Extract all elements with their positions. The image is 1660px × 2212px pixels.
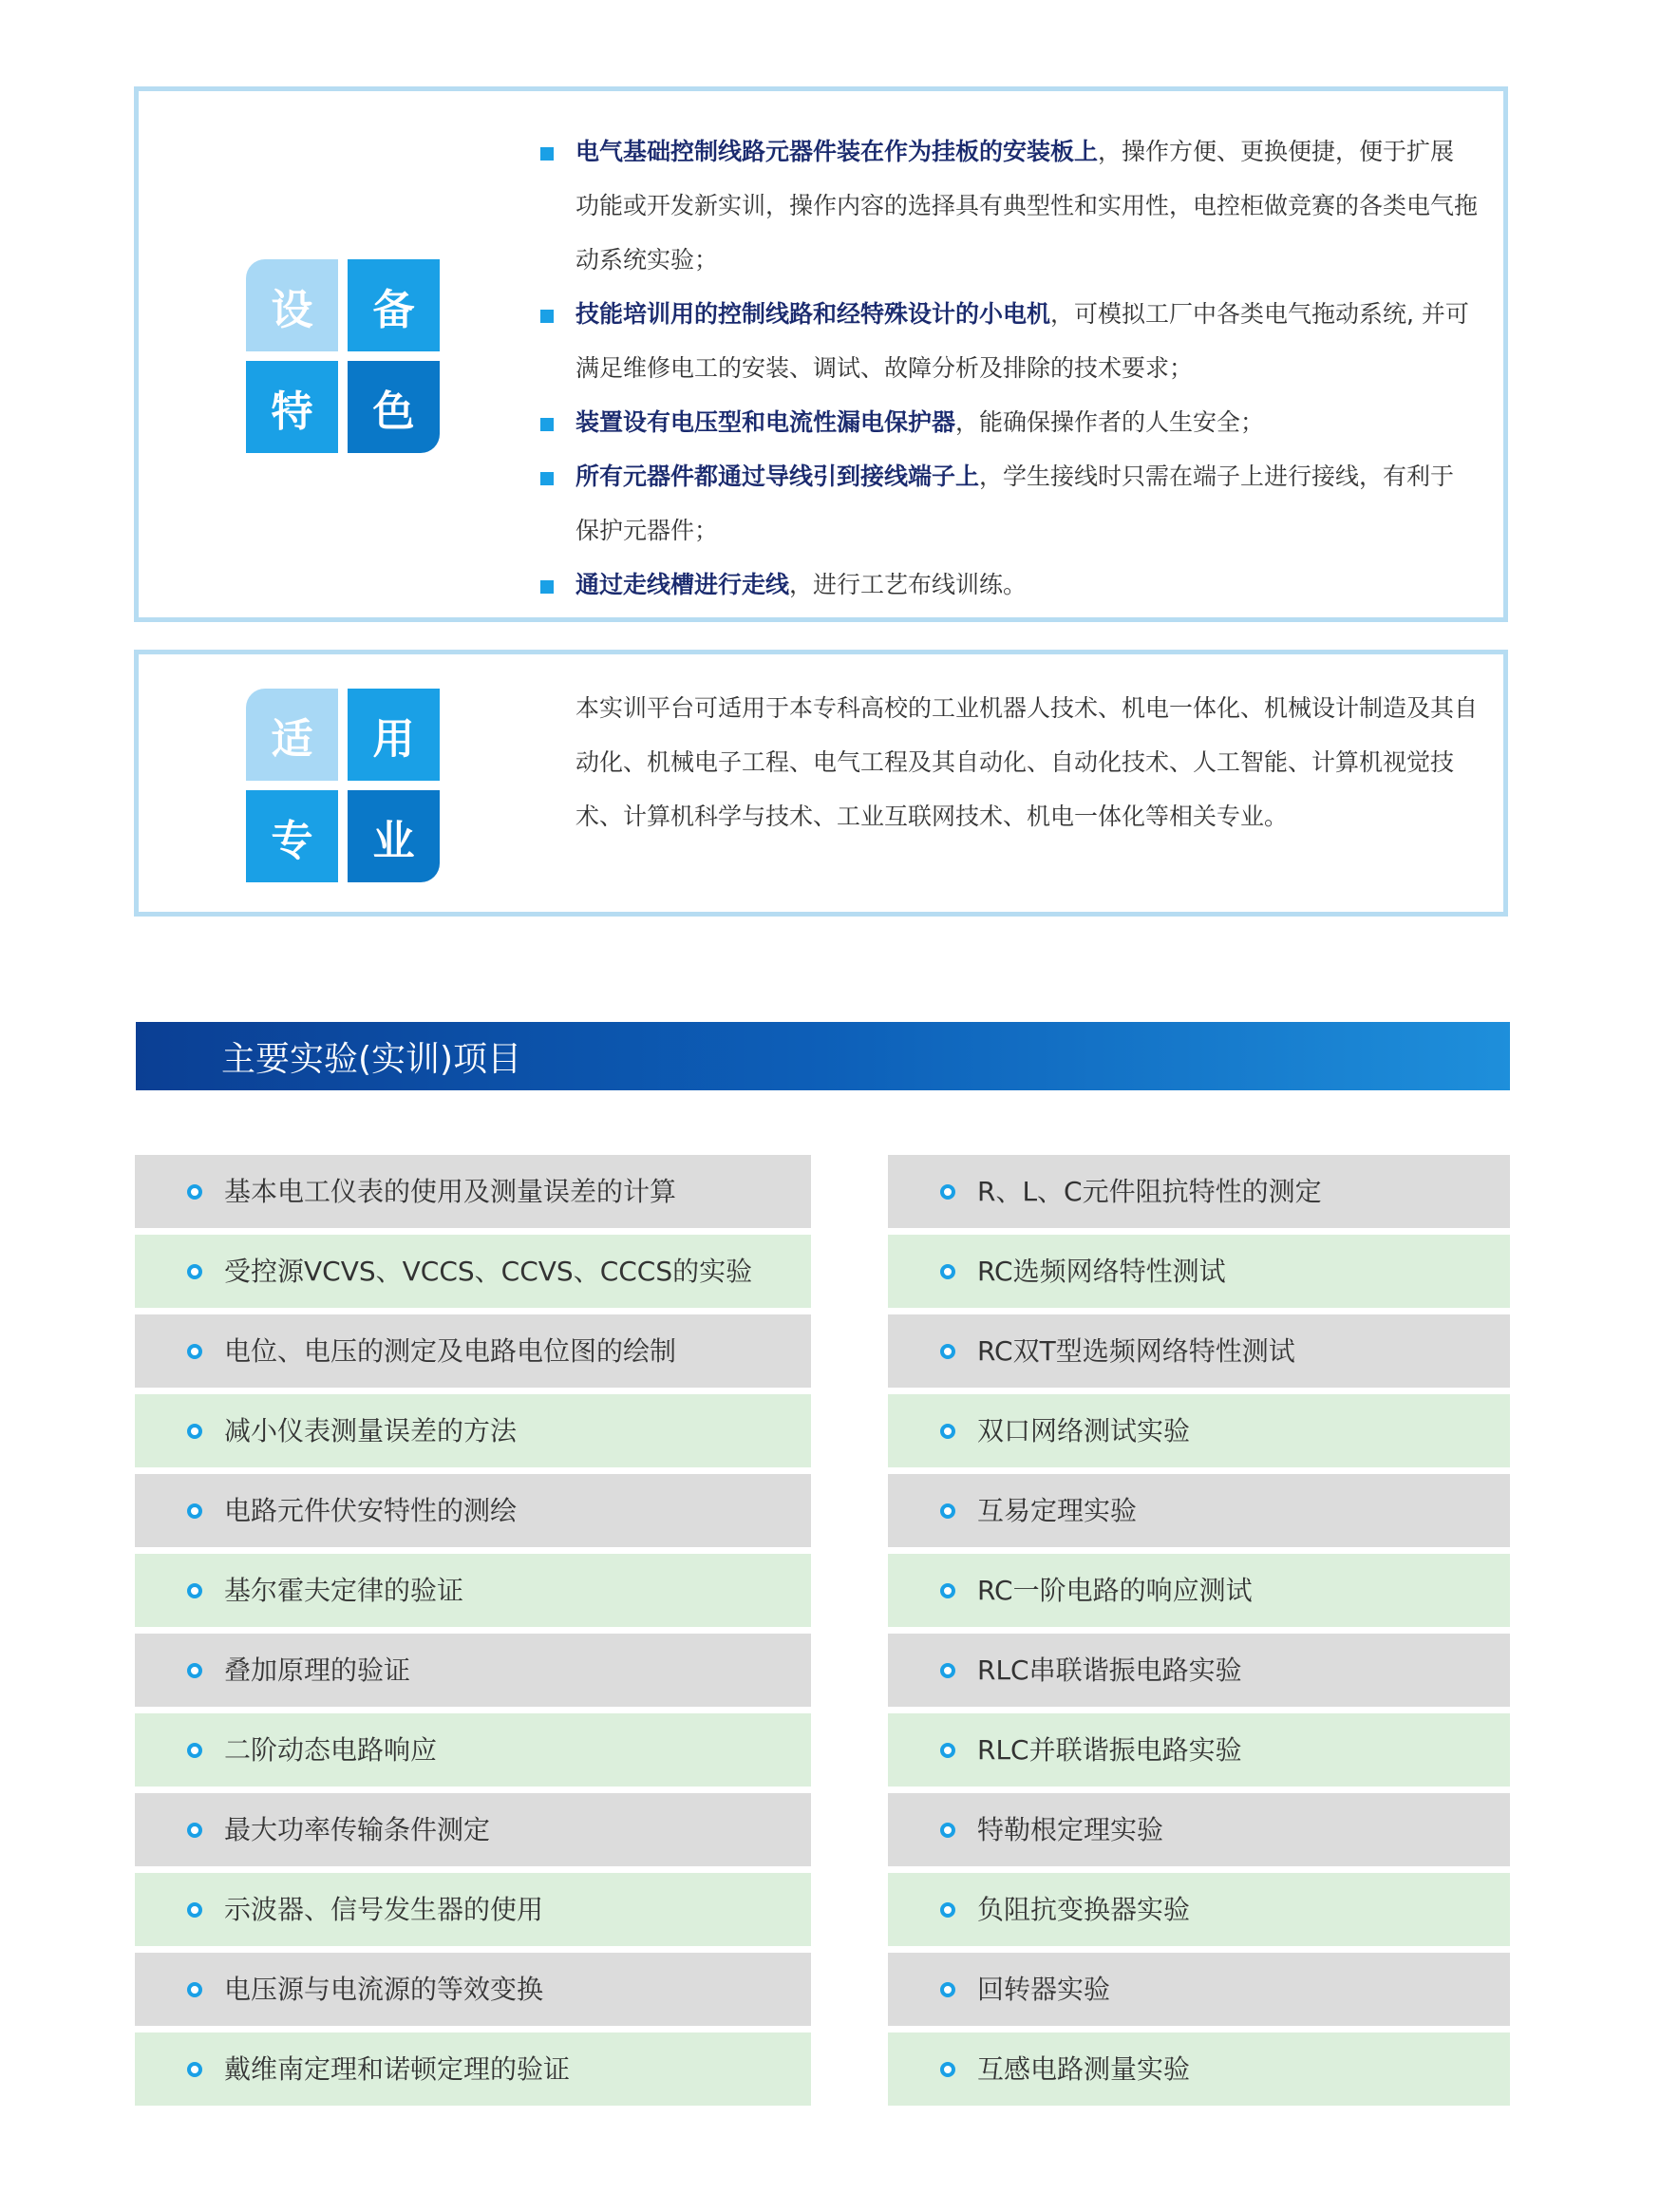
experiment-label: 双口网络测试实验 xyxy=(977,1415,1191,1446)
feature-text: ，进行工艺布线训练。 xyxy=(789,571,1028,598)
experiment-item xyxy=(135,1953,811,2026)
features-tiles xyxy=(246,259,440,453)
experiment-item xyxy=(888,1474,1510,1547)
experiment-item xyxy=(888,1235,1510,1308)
experiment-item xyxy=(135,1793,811,1866)
ring-bullet-icon xyxy=(187,2062,202,2077)
ring-bullet-icon xyxy=(187,1982,202,1997)
feature-item xyxy=(538,287,1478,395)
experiment-item xyxy=(135,1474,811,1547)
ring-bullet-icon xyxy=(187,1184,202,1200)
experiment-label: RLC串联谐振电路实验 xyxy=(977,1654,1242,1686)
majors-text: 本实训平台可适用于本专科高校的工业机器人技术、机电一体化、机械设计制造及其自动化、机械电子工程、电气工程及其自动化、自动化技术、人工智能、计算机视觉技术、计算机科学与技术、工业互联网技术、机电一体化等相关专业。 xyxy=(575,694,1479,830)
majors-tile-2: 用 xyxy=(348,689,440,781)
experiment-label: RC一阶电路的响应测试 xyxy=(977,1575,1253,1606)
feature-bold: 通过走线槽进行走线 xyxy=(575,571,790,598)
ring-bullet-icon xyxy=(940,1902,955,1918)
feature-bold: 技能培训用的控制线路和经特殊设计的小电机 xyxy=(575,300,1051,328)
experiment-item xyxy=(135,1713,811,1787)
ring-bullet-icon xyxy=(187,1344,202,1359)
experiment-label: 互感电路测量实验 xyxy=(977,2053,1191,2085)
experiment-item xyxy=(888,1155,1510,1228)
experiment-label: 基尔霍夫定律的验证 xyxy=(224,1575,464,1606)
ring-bullet-icon xyxy=(940,1663,955,1678)
majors-card xyxy=(134,650,1508,917)
experiment-label: 减小仪表测量误差的方法 xyxy=(224,1415,518,1446)
experiment-label: 电路元件伏安特性的测绘 xyxy=(224,1495,518,1526)
ring-bullet-icon xyxy=(940,1184,955,1200)
ring-bullet-icon xyxy=(187,1663,202,1678)
experiments-right-list xyxy=(888,1155,1510,2112)
experiment-item xyxy=(888,1554,1510,1627)
experiment-item xyxy=(135,1554,811,1627)
majors-tile-4: 业 xyxy=(348,790,440,882)
feature-item xyxy=(538,124,1478,287)
experiment-label: 戴维南定理和诺顿定理的验证 xyxy=(224,2053,571,2085)
square-bullet-icon xyxy=(540,418,554,431)
ring-bullet-icon xyxy=(940,1344,955,1359)
feature-item xyxy=(538,395,1478,449)
feature-bold: 所有元器件都通过导线引到接线端子上 xyxy=(575,463,980,490)
feature-text: ，能确保操作者的人生安全； xyxy=(955,408,1265,436)
experiment-label: 电位、电压的测定及电路电位图的绘制 xyxy=(224,1335,677,1367)
ring-bullet-icon xyxy=(940,1823,955,1838)
square-bullet-icon xyxy=(540,147,554,161)
experiment-label: 受控源VCVS、VCCS、CCVS、CCCS的实验 xyxy=(224,1256,753,1287)
experiment-label: 电压源与电流源的等效变换 xyxy=(224,1974,544,2005)
experiment-label: 最大功率传输条件测定 xyxy=(224,1814,491,1845)
features-list xyxy=(538,124,1478,612)
experiment-label: RC双T型选频网络特性测试 xyxy=(977,1335,1295,1367)
ring-bullet-icon xyxy=(187,1902,202,1918)
experiment-item xyxy=(135,1314,811,1388)
experiment-label: 基本电工仪表的使用及测量误差的计算 xyxy=(224,1176,677,1207)
experiment-item xyxy=(135,1155,811,1228)
features-tile-2: 备 xyxy=(348,259,440,351)
ring-bullet-icon xyxy=(940,1583,955,1598)
experiment-item xyxy=(888,2032,1510,2106)
ring-bullet-icon xyxy=(187,1424,202,1439)
ring-bullet-icon xyxy=(940,2062,955,2077)
experiment-item xyxy=(888,1634,1510,1707)
experiment-item xyxy=(888,1314,1510,1388)
features-tile-4: 色 xyxy=(348,361,440,453)
ring-bullet-icon xyxy=(940,1982,955,1997)
experiment-label: 二阶动态电路响应 xyxy=(224,1734,438,1766)
experiment-label: 叠加原理的验证 xyxy=(224,1654,411,1686)
experiment-item xyxy=(135,1394,811,1467)
experiment-item xyxy=(888,1394,1510,1467)
experiment-label: 特勒根定理实验 xyxy=(977,1814,1164,1845)
ring-bullet-icon xyxy=(187,1264,202,1279)
features-tile-1: 设 xyxy=(246,259,338,351)
feature-bold: 装置设有电压型和电流性漏电保护器 xyxy=(575,408,956,436)
experiment-label: RC选频网络特性测试 xyxy=(977,1256,1226,1287)
experiment-label: RLC并联谐振电路实验 xyxy=(977,1734,1242,1766)
ring-bullet-icon xyxy=(940,1424,955,1439)
features-tile-3: 特 xyxy=(246,361,338,453)
feature-text: ，操作方便、更换便捷，便于扩展功能或开发新实训，操作内容的选择具有典型性和实用性，电控柜做竞赛的各类电气拖动系统实验； xyxy=(575,138,1479,274)
experiment-item xyxy=(135,1634,811,1707)
majors-tile-3: 专 xyxy=(246,790,338,882)
experiment-item xyxy=(135,2032,811,2106)
feature-item xyxy=(538,449,1478,558)
feature-bold: 电气基础控制线路元器件装在作为挂板的安装板上 xyxy=(575,138,1099,165)
ring-bullet-icon xyxy=(187,1743,202,1758)
feature-item xyxy=(538,558,1478,612)
experiment-item xyxy=(135,1873,811,1946)
feature-text: ，可模拟工厂中各类电气拖动系统, 并可满足维修电工的安装、调试、故障分析及排除的技术要求； xyxy=(575,300,1469,382)
experiments-banner xyxy=(136,1022,1510,1090)
ring-bullet-icon xyxy=(940,1503,955,1519)
feature-text: ，学生接线时只需在端子上进行接线，有利于保护元器件； xyxy=(575,463,1455,544)
experiment-item xyxy=(135,1235,811,1308)
ring-bullet-icon xyxy=(940,1264,955,1279)
ring-bullet-icon xyxy=(187,1503,202,1519)
experiment-item xyxy=(888,1713,1510,1787)
ring-bullet-icon xyxy=(187,1823,202,1838)
experiment-label: R、L、C元件阻抗特性的测定 xyxy=(977,1176,1322,1207)
experiment-label: 互易定理实验 xyxy=(977,1495,1138,1526)
majors-tile-1: 适 xyxy=(246,689,338,781)
ring-bullet-icon xyxy=(940,1743,955,1758)
experiment-item xyxy=(888,1793,1510,1866)
experiments-left-list xyxy=(135,1155,811,2112)
features-card xyxy=(134,86,1508,622)
square-bullet-icon xyxy=(540,310,554,323)
ring-bullet-icon xyxy=(187,1583,202,1598)
majors-tiles xyxy=(246,689,440,882)
square-bullet-icon xyxy=(540,472,554,485)
experiment-label: 示波器、信号发生器的使用 xyxy=(224,1894,544,1925)
experiment-item xyxy=(888,1873,1510,1946)
experiment-item xyxy=(888,1953,1510,2026)
square-bullet-icon xyxy=(540,580,554,594)
experiment-label: 回转器实验 xyxy=(977,1974,1111,2005)
experiments-title: 主要实验(实训)项目 xyxy=(221,1039,522,1079)
experiment-label: 负阻抗变换器实验 xyxy=(977,1894,1191,1925)
